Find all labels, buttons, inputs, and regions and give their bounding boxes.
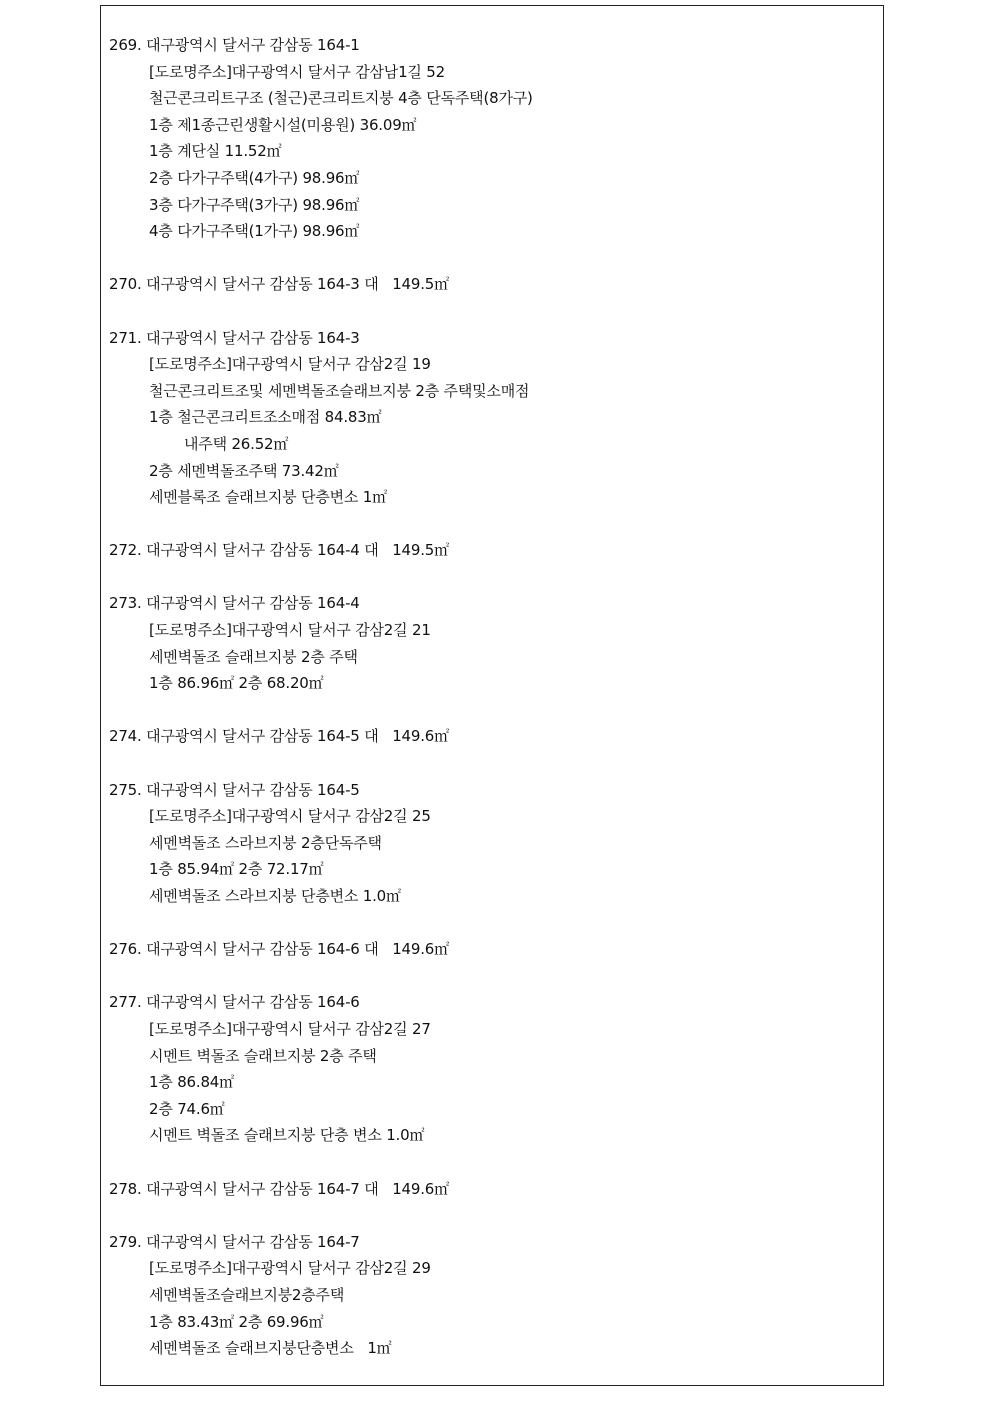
property-entry: [109, 989, 875, 1149]
entry-spacer: [109, 963, 875, 990]
entry-detail-line: 세멘벽돌조 슬래브지붕 2층 주택: [149, 647, 358, 666]
entry-detail-line: 세멘벽돌조 스라브지붕 단층변소 1.0㎡: [149, 887, 401, 905]
entry-detail-line: 4층 다가구주택(1가구) 98.96㎡: [149, 222, 360, 241]
entry-detail-line: 2층 세멘벽돌조주택 73.42㎡: [149, 461, 339, 480]
entry-detail-line: 세멘벽돌조슬래브지붕2층주택: [149, 1285, 345, 1304]
entry-detail-line: 2층 74.6㎡: [149, 1099, 225, 1118]
entry-heading: 277. 대구광역시 달서구 감삼동 164-6: [109, 993, 360, 1012]
entry-spacer: [109, 1202, 875, 1229]
entry-heading: 274. 대구광역시 달서구 감삼동 164-5 대 149.6㎡: [109, 727, 449, 746]
property-entry: [109, 590, 875, 696]
property-entry: [109, 271, 875, 298]
entry-detail-line: [도로명주소]대구광역시 달서구 감삼2길 27: [149, 1019, 431, 1038]
entry-spacer: [109, 1149, 875, 1176]
entry-heading: 279. 대구광역시 달서구 감삼동 164-7: [109, 1232, 360, 1251]
property-entry: [109, 32, 875, 245]
entry-heading: 275. 대구광역시 달서구 감삼동 164-5: [109, 780, 360, 799]
entry-detail-line: 내주택 26.52㎡: [184, 434, 289, 453]
entry-detail-line: 1층 85.94㎡ 2층 72.17㎡: [149, 860, 324, 879]
entry-detail-line: 1층 철근콘크리트조소매점 84.83㎡: [149, 408, 382, 427]
entry-spacer: [109, 564, 875, 591]
entry-heading: 272. 대구광역시 달서구 감삼동 164-4 대 149.5㎡: [109, 541, 449, 560]
entry-detail-line: 1층 86.84㎡: [149, 1073, 234, 1092]
entry-spacer: [109, 511, 875, 538]
property-entry: [109, 1229, 875, 1362]
entry-detail-line: 철근콘크리트구조 (철근)콘크리트지붕 4층 단독주택(8가구): [149, 89, 533, 108]
entry-detail-line: 3층 다가구주택(3가구) 98.96㎡: [149, 195, 360, 214]
property-entry: [109, 537, 875, 564]
entry-detail-line: 2층 다가구주택(4가구) 98.96㎡: [149, 168, 360, 187]
entry-heading: 278. 대구광역시 달서구 감삼동 164-7 대 149.6㎡: [109, 1179, 449, 1198]
entry-detail-line: [도로명주소]대구광역시 달서구 감삼2길 21: [149, 621, 431, 640]
entry-detail-line: 세멘블록조 슬래브지붕 단층변소 1㎡: [149, 488, 387, 507]
entry-detail-line: [도로명주소]대구광역시 달서구 감삼2길 29: [149, 1259, 431, 1278]
entry-detail-line: 1층 86.96㎡ 2층 68.20㎡: [149, 674, 324, 693]
entry-detail-line: 1층 계단실 11.52㎡: [149, 142, 282, 161]
entry-spacer: [109, 697, 875, 724]
entry-heading: 270. 대구광역시 달서구 감삼동 164-3 대 149.5㎡: [109, 275, 449, 294]
property-entry: [109, 325, 875, 511]
property-entry: [109, 1176, 875, 1203]
entry-detail-line: [도로명주소]대구광역시 달서구 감삼남1길 52: [149, 62, 445, 81]
entry-detail-line: [도로명주소]대구광역시 달서구 감삼2길 25: [149, 807, 431, 826]
entry-detail-line: 철근콘크리트조및 세멘벽돌조슬래브지붕 2층 주택및소매점: [149, 381, 530, 400]
entry-detail-line: 1층 83.43㎡ 2층 69.96㎡: [149, 1312, 324, 1331]
entry-detail-line: 1층 제1종근린생활시설(미용원) 36.09㎡: [149, 115, 417, 134]
property-entry: [109, 777, 875, 910]
entry-heading: 276. 대구광역시 달서구 감삼동 164-6 대 149.6㎡: [109, 940, 449, 959]
entry-detail-line: [도로명주소]대구광역시 달서구 감삼2길 19: [149, 355, 431, 374]
document-frame: [100, 5, 884, 1386]
entry-heading: 269. 대구광역시 달서구 감삼동 164-1: [109, 36, 360, 54]
property-entry: [109, 723, 875, 750]
entry-detail-line: 세멘벽돌조 슬래브지붕단층변소 1㎡: [149, 1339, 392, 1358]
entry-detail-line: 시멘트 벽돌조 슬래브지붕 2층 주택: [149, 1046, 377, 1065]
entry-spacer: [109, 298, 875, 325]
entry-detail-line: 세멘벽돌조 스라브지붕 2층단독주택: [149, 833, 382, 852]
entry-spacer: [109, 245, 875, 272]
property-entry: [109, 936, 875, 963]
entry-spacer: [109, 750, 875, 777]
property-list: [109, 32, 875, 1362]
entry-spacer: [109, 910, 875, 937]
entry-heading: 273. 대구광역시 달서구 감삼동 164-4: [109, 594, 360, 613]
entry-heading: 271. 대구광역시 달서구 감삼동 164-3: [109, 328, 360, 347]
entry-detail-line: 시멘트 벽돌조 슬래브지붕 단층 변소 1.0㎡: [149, 1126, 425, 1145]
